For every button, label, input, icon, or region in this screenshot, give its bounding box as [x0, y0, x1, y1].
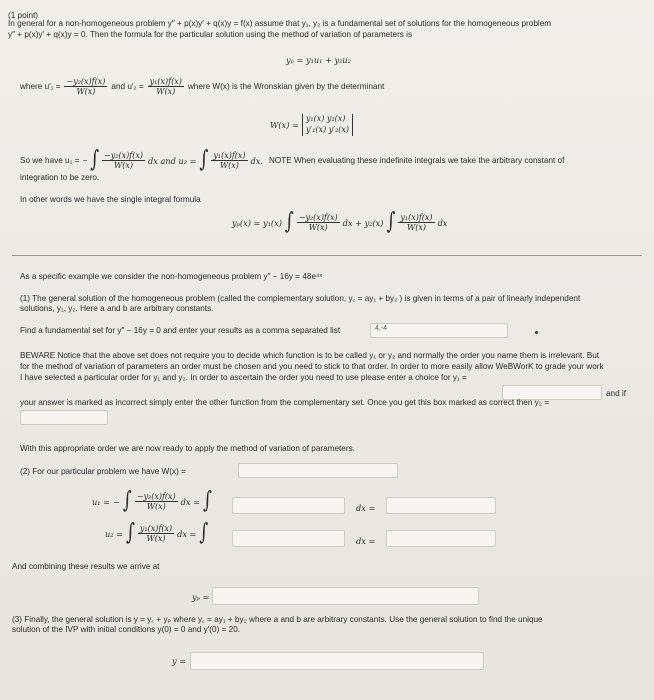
u2-integral-row: [105, 519, 209, 547]
wronskian-determinant: [270, 114, 353, 136]
integration-zero-text: integration to be zero.: [20, 173, 100, 182]
single-mid-label: dx + y₂(x): [342, 217, 384, 228]
points-label: (1 point): [8, 11, 39, 20]
beware-line-1: BEWARE Notice that the above set does not require you to decide which function is to be called y₁ or y₂ and normally the order you name them is irrelevant. But: [20, 351, 600, 360]
single-right-denominator: W(x): [406, 223, 426, 233]
integral-sign: ∫: [126, 519, 135, 547]
u2-dx-equals: dx =: [177, 528, 197, 539]
beware-line-2: for the method of variation of parameters an order must be chosen and you need to stick to that order. In order to more easily allow WeBWorK to grade your work: [20, 362, 604, 371]
u1-minus-sign: −: [113, 496, 120, 507]
u1-prime-fraction: [64, 77, 107, 96]
beware-line-3: I have selected a particular order for y₁ and y₂. In order to ascertain the order you need to use please enter a choice for y₁ =: [20, 373, 467, 382]
dx-and-u2-label: dx and u₂ =: [148, 155, 197, 166]
single-left-fraction: [297, 213, 340, 232]
section-divider: [12, 255, 642, 256]
answer-status-dot: [535, 331, 538, 334]
u2-dx-label: dx =: [356, 536, 376, 546]
single-integral-formula: [232, 208, 448, 236]
u1-row-denominator: W(x): [146, 502, 166, 512]
u1-result-input[interactable]: [386, 497, 496, 514]
dx-label: dx.: [250, 155, 264, 166]
minus-sign: −: [82, 155, 88, 165]
find-fundamental-label: Find a fundamental set for y″ − 16y = 0 and enter your results as a comma separated list: [20, 326, 341, 335]
u1-row-numerator: −y₂(x)f(x): [136, 491, 176, 501]
u1-dx-label: dx =: [356, 503, 376, 513]
intro-line-2: y″ + p(x)y′ + q(x)y = 0. Then the formula for the particular solution using the method of variation of parameters is: [8, 30, 413, 39]
u2-row-denominator: W(x): [146, 534, 166, 544]
u1-prime-numerator: −y₂(x)f(x): [66, 77, 106, 86]
other-words-text: In other words we have the single integral formula: [20, 195, 201, 204]
part2-wronskian-label: (2) For our particular problem we have W(x) =: [20, 467, 186, 476]
integral-sign: ∫: [199, 146, 209, 174]
ivp-solution-input[interactable]: [190, 652, 484, 670]
fundamental-set-value: 4,-4: [375, 325, 388, 332]
wronskian-input[interactable]: [238, 463, 398, 478]
single-left-denominator: W(x): [308, 223, 328, 233]
wronskian-text: where W(x) is the Wronskian given by the determinant: [187, 81, 385, 91]
with-this-text: With this appropriate order we are now ready to apply the method of variation of parameters.: [20, 444, 355, 453]
w-label: W(x) =: [270, 119, 299, 130]
single-right-numerator: y₁(x)f(x): [400, 212, 433, 222]
u1-row-fraction: [135, 492, 178, 511]
intro-line-1: In general for a non-homogeneous problem y″ + p(x)y′ + q(x)y = f(x) assume that y₁, y₂ is a fundamental set of solutions for the homogeneous problem: [8, 19, 552, 28]
u-integral-formulas: [20, 146, 565, 174]
u1-prime-denominator: W(x): [76, 87, 96, 97]
where-u1-label: where u′₁ =: [20, 81, 61, 91]
u2-label: u₂ =: [105, 528, 124, 539]
determinant-row-1: y₁(x) y₂(x): [305, 114, 346, 123]
u1-integrand-fraction: [102, 151, 145, 170]
single-left-numerator: −y₂(x)f(x): [298, 212, 338, 222]
u2-integrand-input[interactable]: [232, 530, 345, 547]
integral-sign: ∫: [203, 487, 212, 515]
note-text: NOTE When evaluating these indefinite integrals we take the arbitrary constant of: [269, 155, 565, 165]
u1-integrand-denominator: W(x): [114, 161, 134, 171]
fundamental-set-input[interactable]: [370, 323, 508, 338]
part1-line-2: solutions, y₁, y₂. Here a and b are arbitrary constants.: [20, 304, 214, 313]
u2-integrand-denominator: W(x): [219, 161, 239, 171]
u2-prime-fraction: [148, 77, 184, 96]
integral-sign: ∫: [90, 146, 100, 174]
u1-label: u₁ =: [92, 496, 111, 507]
yp-formula: yₚ = y₁u₁ + y₂u₂: [286, 55, 351, 65]
yp-label: yₚ =: [192, 592, 210, 602]
yp-x-label: yₚ(x) = y₁(x): [232, 217, 282, 228]
determinant-row-2: y′₁(x) y′₂(x): [305, 124, 350, 134]
single-dx-label: dx: [437, 217, 448, 228]
part3-line-1: (3) Finally, the general solution is y = y꜀ + yₚ where y꜀ = ay₁ + by₂ where a and b are arbitrary constants. Use the general solution to find the unique: [12, 615, 543, 624]
u1-integrand-input[interactable]: [232, 497, 345, 514]
combining-text: And combining these results we arrive at: [12, 562, 160, 571]
so-we-have-label: So we have u₁ =: [20, 155, 80, 165]
u1-dx-equals: dx =: [180, 496, 200, 507]
and-if-label: and if: [606, 389, 627, 398]
y2-input[interactable]: [20, 410, 108, 425]
integral-sign: ∫: [386, 208, 396, 236]
example-intro: As a specific example we consider the non-homogeneous problem y″ − 16y = 48e⁴ˣ: [20, 272, 323, 281]
u2-prime-denominator: W(x): [156, 87, 176, 97]
u2-prime-numerator: y₁(x)f(x): [149, 77, 182, 86]
u2-row-fraction: [138, 524, 174, 543]
integral-sign: ∫: [199, 519, 209, 547]
beware-line-4: your answer is marked as incorrect simply enter the other function from the complementary set. Once you get this box marked as correct then y₂ =: [20, 398, 550, 407]
u2-integrand-fraction: [211, 151, 247, 170]
u1-integral-row: [92, 487, 212, 515]
integral-sign: ∫: [284, 208, 294, 236]
single-right-fraction: [398, 213, 434, 232]
u2-result-input[interactable]: [386, 530, 496, 547]
part3-line-2: solution of the IVP with initial conditions y(0) = 0 and y′(0) = 20.: [12, 625, 241, 634]
integral-sign: ∫: [122, 487, 132, 515]
u-prime-formulas: [20, 77, 384, 96]
and-u2-label: and u′₂ =: [111, 81, 144, 91]
yp-input[interactable]: [212, 587, 479, 605]
determinant-matrix: [302, 114, 353, 136]
u2-row-numerator: y₁(x)f(x): [139, 523, 173, 533]
y-label: y =: [172, 656, 187, 666]
u1-integrand-numerator: −y₂(x)f(x): [104, 150, 143, 160]
u2-integrand-numerator: y₁(x)f(x): [213, 150, 246, 160]
part1-line-1: (1) The general solution of the homogeneous problem (called the complementary solution, y꜀ = ay₁ + by₂ ) is given in terms of a pair of linearly independent: [20, 294, 581, 303]
